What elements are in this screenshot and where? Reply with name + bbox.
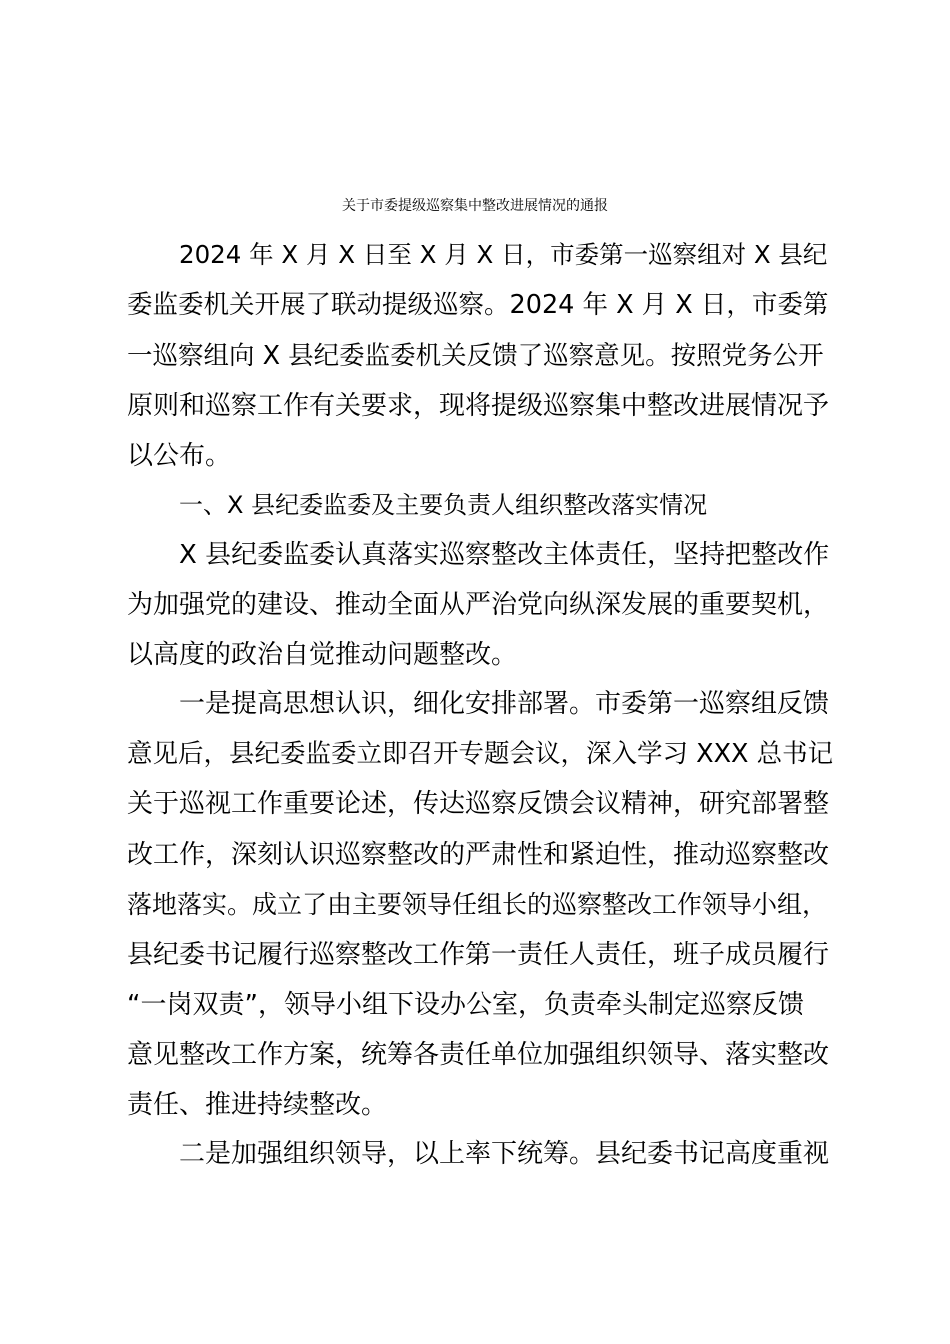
paragraph-1-line: 2024 年 X 月 X 日至 X 月 X 日，市委第一巡察组对 X 县纪	[179, 240, 828, 269]
paragraph-3-line: 落地落实。成立了由主要领导任组长的巡察整改工作领导小组，	[127, 890, 828, 919]
section-heading-1: 一、X 县纪委监委及主要负责人组织整改落实情况	[179, 491, 708, 519]
paragraph-3-line: 意见后，县纪委监委立即召开专题会议，深入学习 XXX 总书记	[127, 739, 834, 769]
paragraph-1-line: 以公布。	[127, 441, 232, 471]
paragraph-2-line: 以高度的政治自觉推动问题整改。	[127, 640, 518, 670]
paragraph-3-line: 改工作，深刻认识巡察整改的严肃性和紧迫性，推动巡察整改	[127, 840, 830, 870]
paragraph-4-line: 二是加强组织领导，以上率下统筹。县纪委书记高度重视	[179, 1139, 830, 1169]
paragraph-2-line: X 县纪委监委认真落实巡察整改主体责任，坚持把整改作	[179, 540, 830, 570]
paragraph-1-line: 委监委机关开展了联动提级巡察。2024 年 X 月 X 日，市委第	[127, 290, 829, 320]
paragraph-3-line: 一是提高思想认识，细化安排部署。市委第一巡察组反馈	[179, 689, 830, 719]
paragraph-3-line: 关于巡视工作重要论述，传达巡察反馈会议精神，研究部署整	[127, 789, 830, 819]
paragraph-3-line: 县纪委书记履行巡察整改工作第一责任人责任，班子成员履行	[127, 940, 830, 970]
paragraph-1-line: 一巡察组向 X 县纪委监委机关反馈了巡察意见。按照党务公开	[127, 341, 824, 371]
document-title: 关于市委提级巡察集中整改进展情况的通报	[342, 198, 608, 214]
paragraph-3-line: “一岗双责”，领导小组下设办公室，负责牵头制定巡察反馈	[127, 990, 804, 1020]
paragraph-3-line: 责任、推进持续整改。	[127, 1090, 388, 1120]
paragraph-1-line: 原则和巡察工作有关要求，现将提级巡察集中整改进展情况予	[127, 391, 830, 421]
paragraph-2-line: 为加强党的建设、推动全面从严治党向纵深发展的重要契机，	[127, 590, 830, 620]
paragraph-3-line: 意见整改工作方案，统筹各责任单位加强组织领导、落实整改	[127, 1040, 830, 1070]
